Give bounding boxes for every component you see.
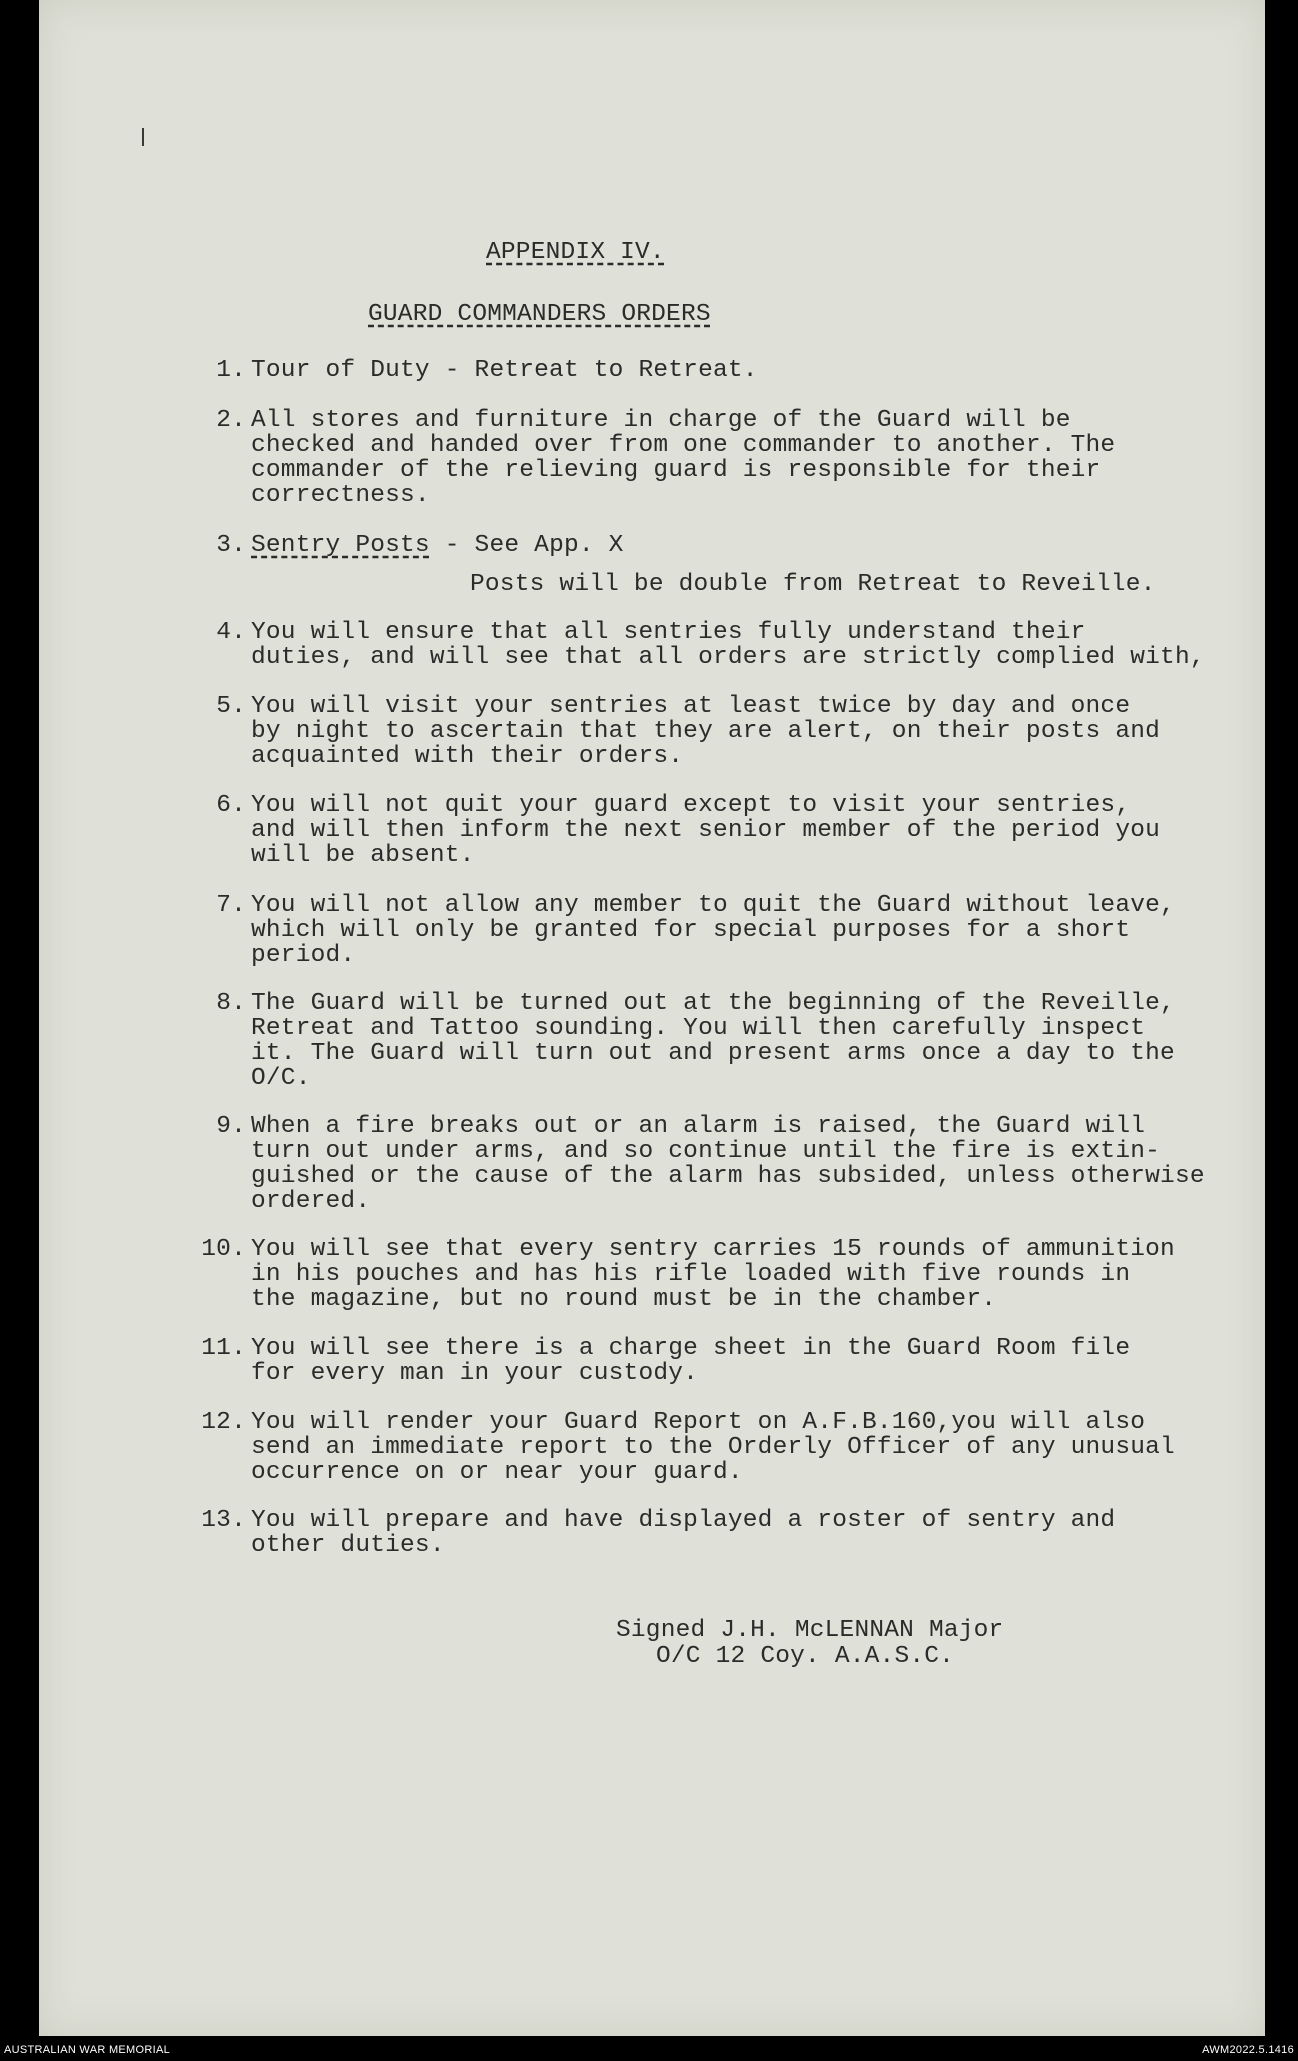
sentry-posts-note: Posts will be double from Retreat to Reveille. xyxy=(470,571,1156,598)
sentry-posts-label: Sentry Posts xyxy=(251,532,430,559)
item-number: 13. xyxy=(201,1507,246,1534)
item-number: 9. xyxy=(216,1113,246,1140)
item-text: You will prepare and have displayed a roster of sentry and other duties. xyxy=(251,1507,1116,1559)
item-text xyxy=(251,533,1231,558)
institution-label: AUSTRALIAN WAR MEMORIAL xyxy=(4,2044,171,2056)
item-number: 3. xyxy=(216,532,246,559)
item-text: You will ensure that all sentries fully understand their duties, and will see that all orders are strictly complied with, xyxy=(251,619,1205,671)
item-number: 11. xyxy=(201,1335,246,1362)
orders-heading: GUARD COMMANDERS ORDERS xyxy=(368,301,711,328)
item-text: You will see that every sentry carries 15 rounds of ammunition in his pouches and has his rifle loaded with five rounds in the magazine, but no round must be in the chamber. xyxy=(251,1236,1175,1313)
item-number: 5. xyxy=(216,693,246,720)
item-number: 1. xyxy=(216,357,246,384)
sentry-posts-ref: - See App. X xyxy=(429,532,624,559)
item-number: 7. xyxy=(216,892,246,919)
item-number: 12. xyxy=(201,1409,246,1436)
item-number: 8. xyxy=(216,990,246,1017)
appendix-title: APPENDIX IV. xyxy=(486,239,665,266)
item-text: When a fire breaks out or an alarm is raised, the Guard will turn out under arms, and so continue until the fire is extin- guished or the cause of the alarm has subsided, unless otherwise ordered. xyxy=(251,1113,1205,1215)
item-number: 4. xyxy=(216,619,246,646)
item-number: 2. xyxy=(216,407,246,434)
item-number: 10. xyxy=(201,1236,246,1263)
item-text: The Guard will be turned out at the beginning of the Reveille, Retreat and Tattoo sounding. You will then carefully inspect it. The Guard will turn out and present arms once a day to the O/C. xyxy=(251,990,1175,1092)
signature-line: Signed J.H. McLENNAN Major xyxy=(616,1617,1004,1644)
item-text: Tour of Duty - Retreat to Retreat. xyxy=(251,357,758,384)
signature-unit: O/C 12 Coy. A.A.S.C. xyxy=(656,1643,955,1670)
item-text: You will render your Guard Report on A.F.B.160,you will also send an immediate report to the Orderly Officer of any unusual occurrence on or near your guard. xyxy=(251,1409,1175,1486)
item-text: You will see there is a charge sheet in the Guard Room file for every man in your custody. xyxy=(251,1335,1131,1387)
accession-number: AWM2022.5.1416 xyxy=(1202,2044,1294,2056)
item-text: All stores and furniture in charge of the Guard will be checked and handed over from one commander to another. The commander of the relieving guard is responsible for their correctness. xyxy=(251,407,1116,509)
item-text: You will not quit your guard except to visit your sentries, and will then inform the next senior member of the period you will be absent. xyxy=(251,792,1161,869)
item-text: You will not allow any member to quit the Guard without leave, which will only be granted for special purposes for a short period. xyxy=(251,892,1175,969)
item-number: 6. xyxy=(216,792,246,819)
item-text: You will visit your sentries at least twice by day and once by night to ascertain that they are alert, on their posts and acquainted with their orders. xyxy=(251,693,1161,770)
